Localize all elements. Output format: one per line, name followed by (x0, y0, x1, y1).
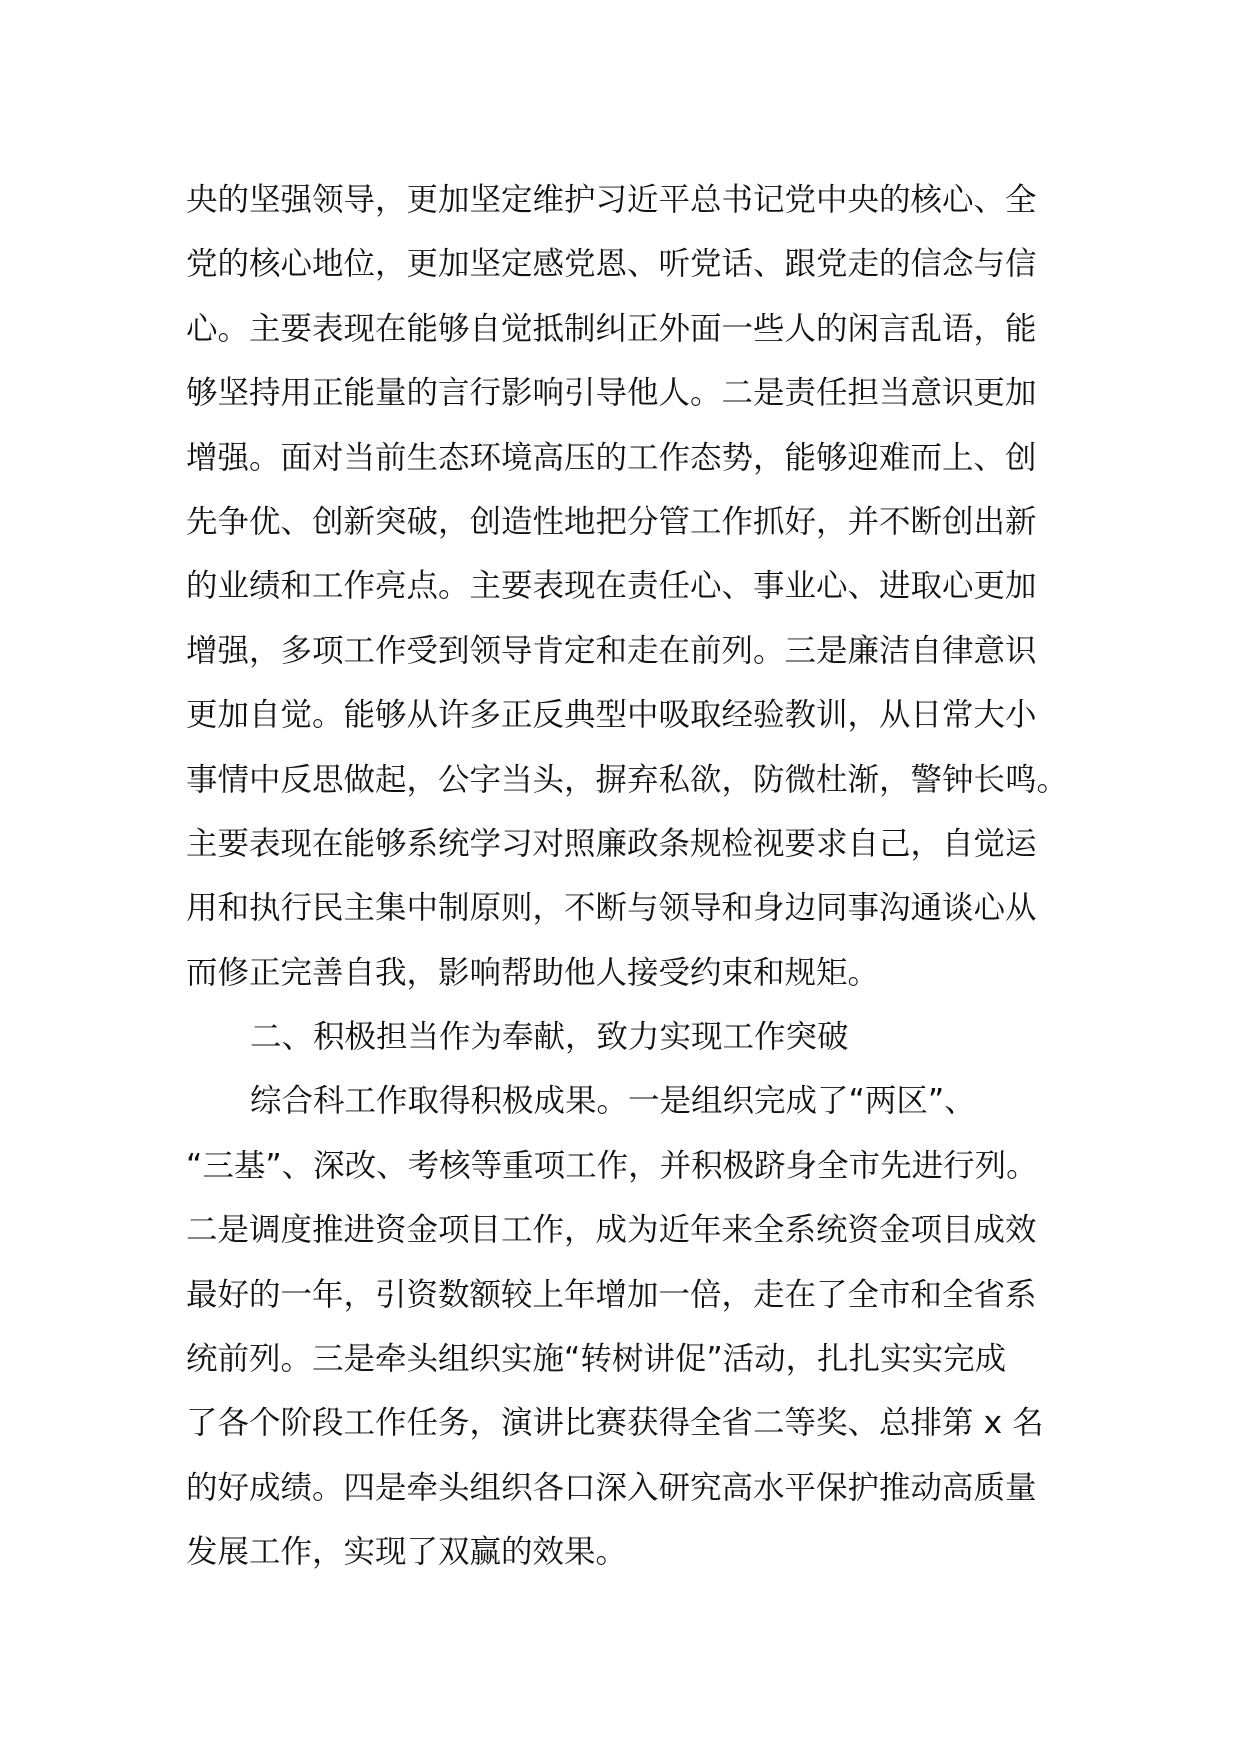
body-line: 先争优、创新突破，创造性地把分管工作抓好，并不断创出新 (186, 503, 1037, 540)
body-line: “三基”、深改、考核等重项工作，并积极跻身全市先进行列。 (186, 1147, 1038, 1184)
body-line: 最好的一年，引资数额较上年增加一倍，走在了全市和全省系 (186, 1276, 1037, 1313)
body-line: 发展工作，实现了双赢的效果。 (186, 1534, 628, 1571)
body-line: 而修正完善自我，影响帮助他人接受约束和规矩。 (186, 954, 880, 991)
section-heading: 二、积极担当作为奉献，致力实现工作突破 (250, 1019, 849, 1056)
body-line: 统前列。三是牵头组织实施“转树讲促”活动，扎扎实实完成 (186, 1341, 1007, 1378)
document-body (186, 168, 1069, 1585)
body-line: 够坚持用正能量的言行影响引导他人。二是责任担当意识更加 (186, 375, 1037, 412)
body-line: 更加自觉。能够从许多正反典型中吸取经验教训，从日常大小 (186, 697, 1037, 734)
body-line: 用和执行民主集中制原则，不断与领导和身边同事沟通谈心从 (186, 890, 1037, 927)
body-line: 的好成绩。四是牵头组织各口深入研究高水平保护推动高质量 (186, 1469, 1037, 1506)
body-line: 党的核心地位，更加坚定感党恩、听党话、跟党走的信念与信 (186, 246, 1037, 283)
body-line: 事情中反思做起，公字当头，摒弃私欲，防微杜渐，警钟长鸣。 (186, 761, 1069, 798)
body-line: 的业绩和工作亮点。主要表现在责任心、事业心、进取心更加 (186, 568, 1037, 605)
body-line: 心。主要表现在能够自觉抵制纠正外面一些人的闲言乱语，能 (186, 310, 1037, 347)
body-line: 二是调度推进资金项目工作，成为近年来全系统资金项目成效 (186, 1212, 1037, 1249)
paragraph-first-line: 综合科工作取得积极成果。一是组织完成了“两区”、 (250, 1083, 976, 1120)
body-line: 主要表现在能够系统学习对照廉政条规检视要求自己，自觉运 (186, 825, 1037, 862)
body-line: 增强。面对当前生态环境高压的工作态势，能够迎难而上、创 (186, 439, 1037, 476)
body-line: 增强，多项工作受到领导肯定和走在前列。三是廉洁自律意识 (186, 632, 1037, 669)
body-line: 了各个阶段工作任务，演讲比赛获得全省二等奖、总排第 x 名 (186, 1405, 1044, 1442)
body-line: 央的坚强领导，更加坚定维护习近平总书记党中央的核心、全 (186, 182, 1037, 218)
